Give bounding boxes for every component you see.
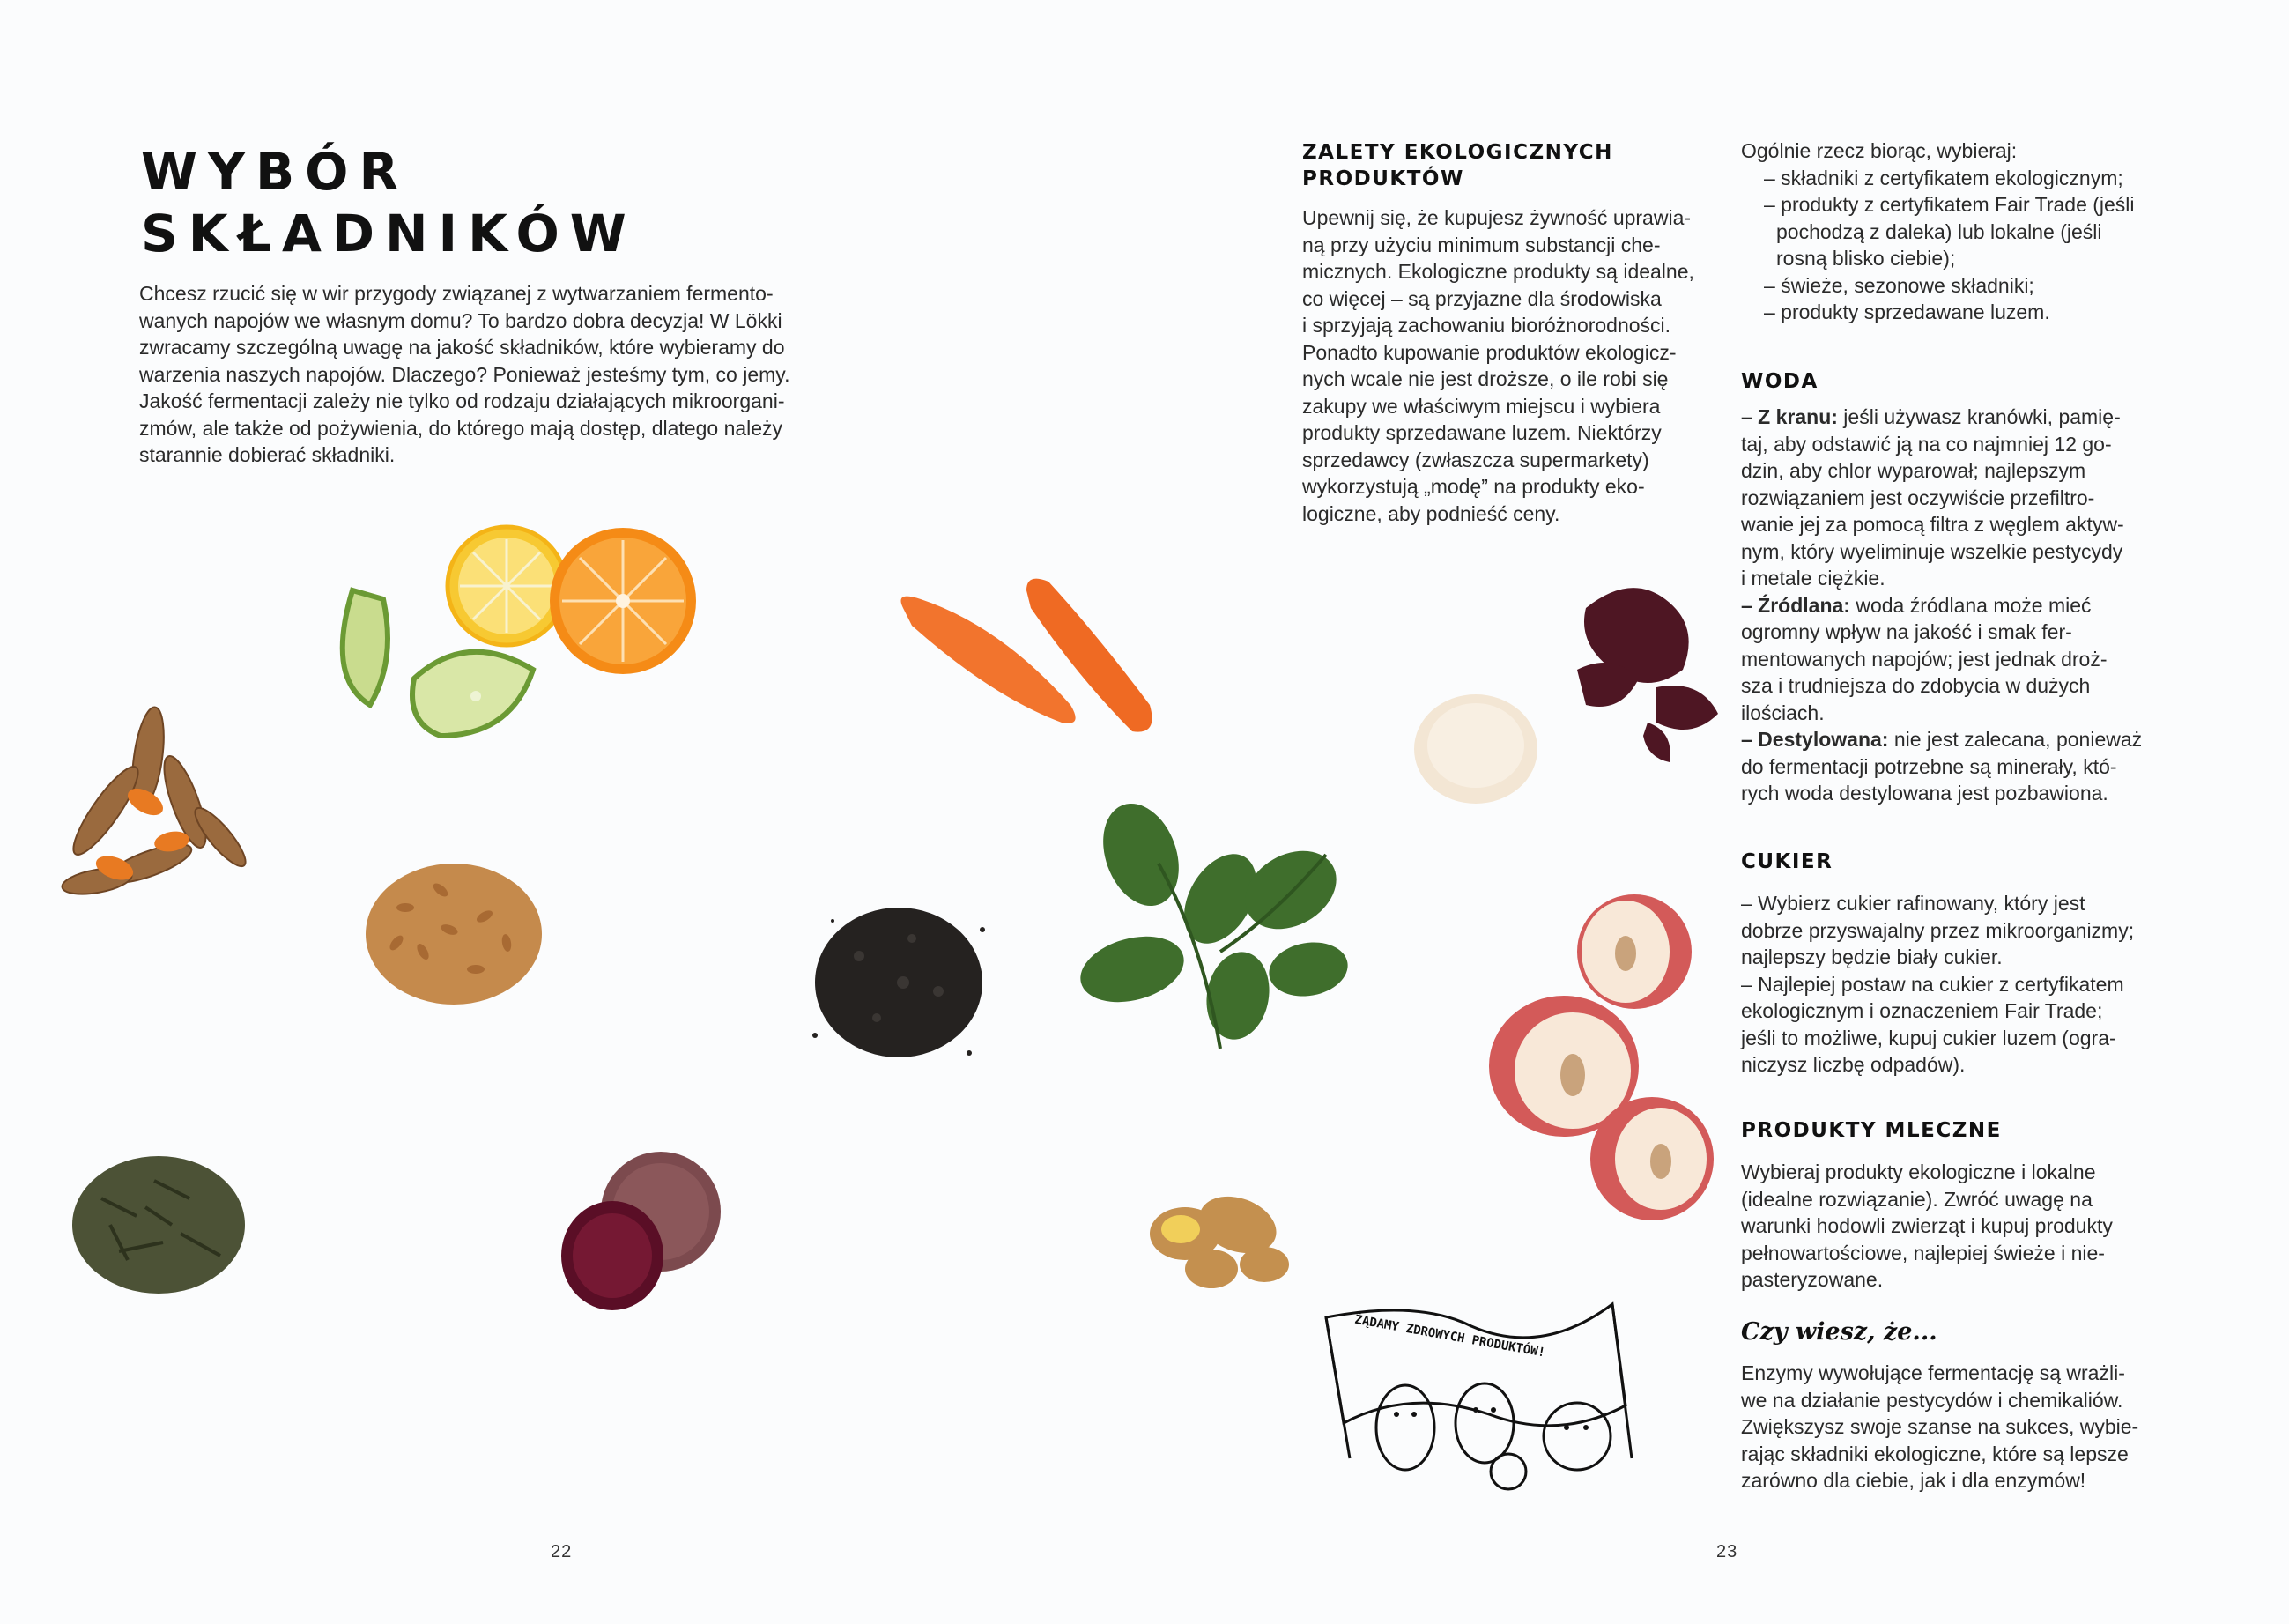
tap-line1: jeśli używasz kranówki, pamię- — [1837, 405, 2121, 428]
title-line-1: WYBÓR — [141, 142, 410, 202]
general-list-item: pochodzą z daleka) lub lokalne (jeśli — [1776, 219, 2102, 243]
orange-photo — [546, 524, 700, 679]
tap-line: taj, aby odstawić ją na co najmniej 12 go- — [1741, 432, 2112, 456]
distilled-line: do fermentacji potrzebne są minerały, któ- — [1741, 754, 2117, 778]
rye-grain-photo — [352, 846, 555, 1022]
eco-line: i sprzyjają zachowaniu bioróżnorodności. — [1302, 314, 1671, 337]
general-list — [1741, 137, 2155, 326]
spring-line: ilościach. — [1741, 701, 1825, 724]
dairy-section — [1741, 1159, 2155, 1294]
water-heading: WODA — [1741, 370, 1819, 393]
spring-line: ogromny wpływ na jakość i smak fer- — [1741, 620, 2072, 643]
tap-line: i metale ciężkie. — [1741, 567, 1885, 590]
eco-line: wykorzystują „modę” na produkty eko- — [1302, 475, 1645, 498]
sugar-line: dobrze przyswajalny przez mikroorganizmy; — [1741, 918, 2135, 942]
apple-photo — [1489, 890, 1718, 1225]
intro-line: Jakość fermentacji zależy nie tylko od rodzaju działających mikroorgani- — [139, 389, 785, 412]
spring-line1: woda źródlana może mieć — [1849, 593, 2092, 617]
dairy-heading: PRODUKTY MLECZNE — [1741, 1119, 2002, 1142]
did-you-know-line: we na działanie pestycydów i chemikaliów. — [1741, 1388, 2123, 1412]
general-list-item: – produkty z certyfikatem Fair Trade (jeśli — [1764, 193, 2135, 216]
intro-line: zwracamy szczególną uwagę na jakość składników, które wybieramy do — [139, 336, 785, 359]
eco-line: Ponadto kupowanie produktów ekologicz- — [1302, 340, 1677, 364]
general-list-item: – świeże, sezonowe składniki; — [1764, 273, 2034, 297]
intro-paragraph — [139, 280, 809, 469]
sugar-line: – Wybierz cukier rafinowany, który jest — [1741, 892, 2085, 915]
intro-line: starannie dobierać składniki. — [139, 443, 396, 466]
intro-line: warzenia naszych napojów. Dlaczego? Ponieważ jesteśmy tym, co jemy. — [139, 362, 790, 386]
spring-line: mentowanych napojów; jest jednak droż- — [1741, 647, 2108, 671]
dairy-line: Wybieraj produkty ekologiczne i lokalne — [1741, 1161, 2096, 1183]
did-you-know-line: Enzymy wywołujące fermentację są wrażli- — [1741, 1361, 2125, 1384]
spring-label: – Źródlana: — [1741, 593, 1850, 617]
eco-heading-line-1: ZALETY EKOLOGICZNYCH — [1302, 141, 1613, 164]
eco-heading — [1302, 139, 1725, 192]
tap-label: – Z kranu: — [1741, 405, 1838, 428]
eco-line: ną przy użyciu minimum substancji che- — [1302, 233, 1661, 256]
banner-text: ŻĄDAMY ZDROWYCH PRODUKTÓW! — [1353, 1312, 1546, 1361]
water-spring — [1741, 592, 2155, 619]
tap-line: rozwiązaniem jest oczywiście przefiltro- — [1741, 486, 2095, 509]
eco-line: logiczne, aby podnieść ceny. — [1302, 501, 1560, 525]
tap-line: dzin, aby chlor wyparował; najlepszym — [1741, 459, 2086, 482]
distilled-line: rych woda destylowana jest pozbawiona. — [1741, 782, 2108, 805]
sugar-line: jeśli to możliwe, kupuj cukier luzem (ogra- — [1741, 1026, 2116, 1049]
water-distilled — [1741, 726, 2155, 753]
sugar-photo — [1410, 687, 1542, 811]
sugar-line: – Najlepiej postaw na cukier z certyfikatem — [1741, 972, 2124, 996]
eco-paragraph — [1302, 204, 1725, 527]
black-tea-photo — [806, 894, 991, 1071]
dairy-line: pasteryzowane. — [1741, 1268, 1884, 1291]
did-you-know-line: Zwiększysz swoje szanse na sukces, wybie- — [1741, 1415, 2139, 1438]
eco-line: nych wcale nie jest droższe, o ile robi się — [1302, 367, 1669, 390]
eco-line: produkty sprzedawane luzem. Niektórzy — [1302, 421, 1662, 444]
page-number-right: 23 — [1716, 1542, 1738, 1561]
did-you-know-heading: Czy wiesz, że... — [1741, 1318, 1937, 1346]
eco-line: co więcej – są przyjazne dla środowiska — [1302, 286, 1662, 310]
tap-line: nym, który wyeliminuje wszelkie pestycydy — [1741, 539, 2123, 563]
beetroot-photo — [551, 1146, 727, 1322]
water-section — [1741, 404, 2155, 807]
mint-photo — [1079, 793, 1370, 1057]
general-intro: Ogólnie rzecz biorąc, wybieraj: — [1741, 139, 2018, 162]
eco-line: zakupy we właściwym miejscu i wybiera — [1302, 394, 1661, 418]
hibiscus-photo — [1559, 573, 1727, 767]
tap-line: wanie jej za pomocą filtra z węglem aktyw- — [1741, 513, 2124, 536]
spring-line: sza i trudniejsza do zdobycia w dużych — [1741, 674, 2091, 697]
did-you-know-line: rając składniki ekologiczne, które są lepsze — [1741, 1442, 2129, 1465]
intro-line: Chcesz rzucić się w wir przygody związanej z wytwarzaniem fermento- — [139, 282, 774, 305]
protest-banner-doodle — [1313, 1291, 1665, 1511]
sugar-heading: CUKIER — [1741, 850, 1833, 873]
intro-line: wanych napojów we własnym domu? To bardzo dobra decyzja! W Lökki — [139, 308, 782, 332]
intro-line: zmów, ale także od pożywienia, do którego mają dostęp, dlatego należy — [139, 416, 783, 440]
general-list-item: – produkty sprzedawane luzem. — [1764, 300, 2050, 323]
eco-line: sprzedawcy (zwłaszcza supermarkety) — [1302, 448, 1649, 471]
green-tea-photo — [66, 1146, 251, 1304]
dairy-line: warunki hodowli zwierząt i kupuj produkty — [1741, 1214, 2113, 1237]
carrot-photo — [894, 573, 1159, 749]
general-list-item: rosną blisko ciebie); — [1776, 247, 1956, 270]
sugar-line: najlepszy będzie biały cukier. — [1741, 945, 2003, 968]
did-you-know-line: zarówno dla ciebie, jak i dla enzymów! — [1741, 1469, 2086, 1492]
page-title — [141, 141, 637, 264]
eco-line: micznych. Ekologiczne produkty są idealne, — [1302, 260, 1694, 283]
sugar-section — [1741, 890, 2155, 1079]
sugar-line: niczysz liczbę odpadów). — [1741, 1053, 1966, 1076]
distilled-line1: nie jest zalecana, ponieważ — [1888, 728, 2143, 751]
dairy-line: (idealne rozwiązanie). Zwróć uwagę na — [1741, 1187, 2093, 1211]
eco-heading-line-2: PRODUKTÓW — [1302, 167, 1464, 190]
ginger-photo — [1132, 1172, 1300, 1295]
sugar-line: ekologicznym i oznaczeniem Fair Trade; — [1741, 999, 2103, 1022]
turmeric-photo — [44, 705, 247, 925]
dairy-line: pełnowartościowe, najlepiej świeże i nie- — [1741, 1241, 2105, 1264]
general-list-item: – składniki z certyfikatem ekologicznym; — [1764, 166, 2123, 189]
title-line-2: SKŁADNIKÓW — [141, 204, 637, 263]
distilled-label: – Destylowana: — [1741, 728, 1889, 751]
page-number-left: 22 — [551, 1542, 573, 1561]
eco-line: Upewnij się, że kupujesz żywność uprawia- — [1302, 206, 1692, 229]
water-tap — [1741, 404, 2155, 431]
did-you-know-section — [1741, 1360, 2155, 1494]
